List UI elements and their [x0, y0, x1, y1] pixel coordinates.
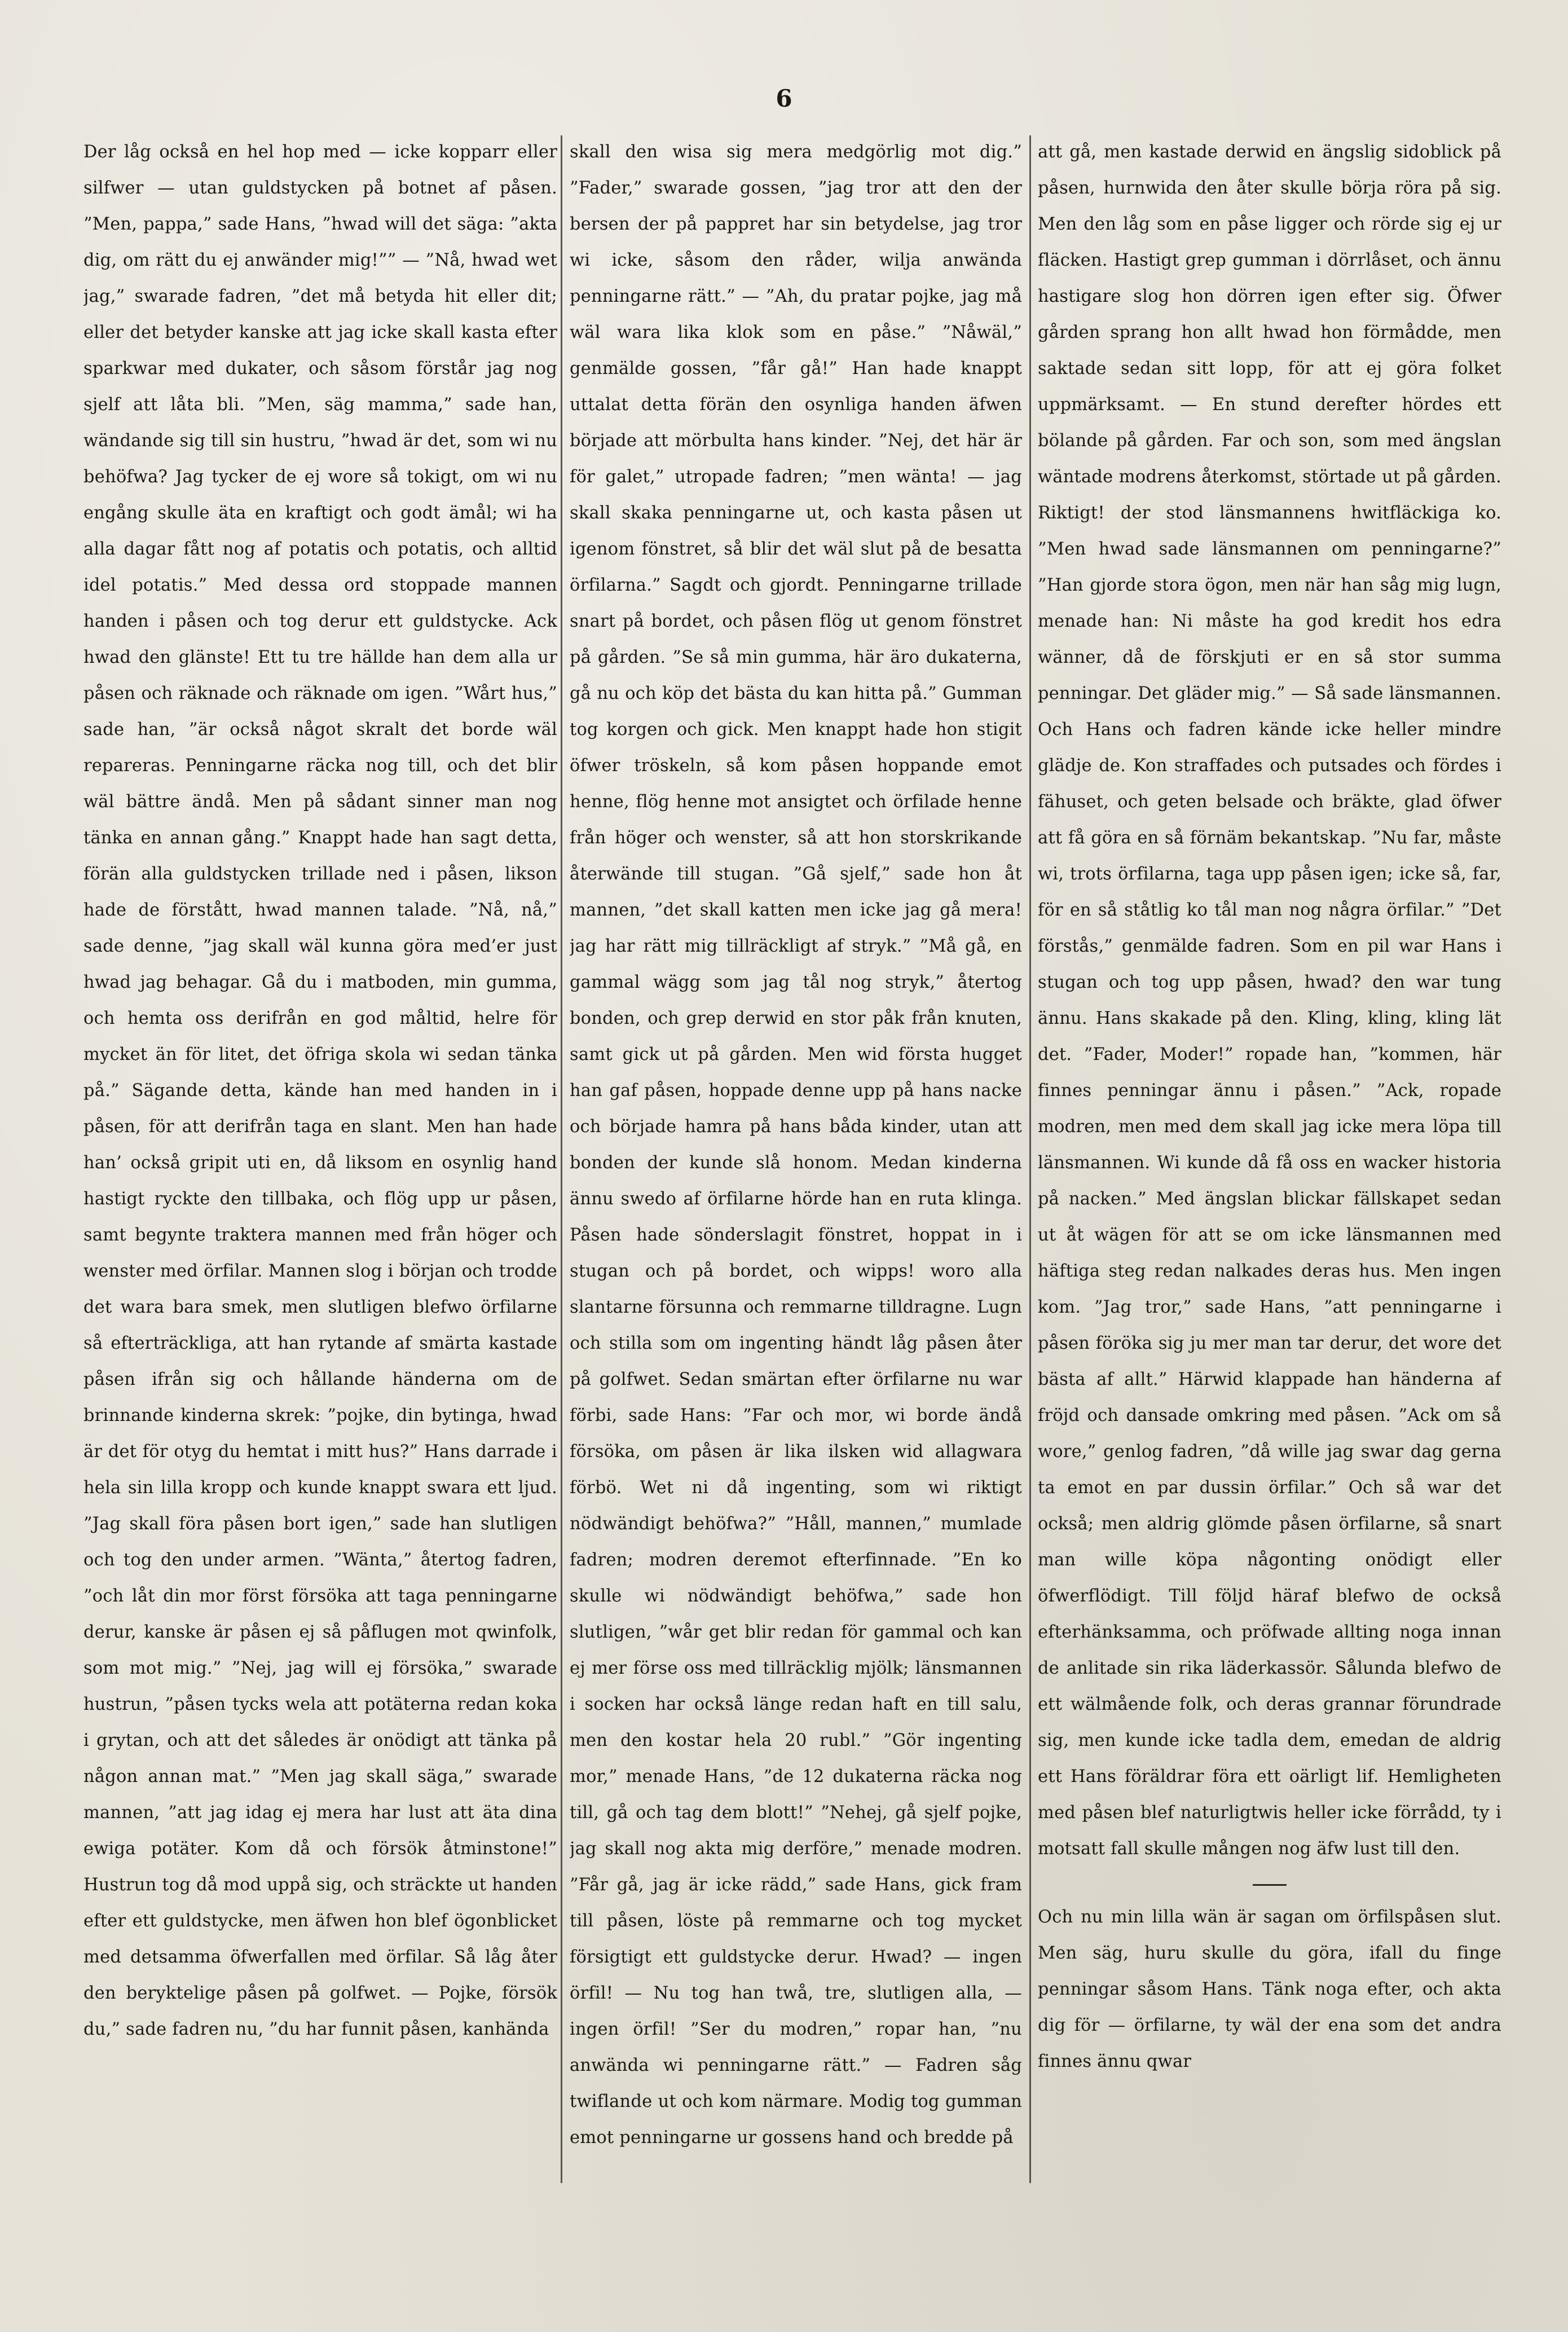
- paragraph: Der låg också en hel hop med — icke kopparr eller silfwer — utan guldstycken på botnet af påsen. ”Men, pappa,” sade Hans, ”hwad will det säga: ”akta dig, om rätt du ej anwänder mig!”” — ”Nå, hwad wet jag,” swarade fadren, ”det må betyda hit eller dit; eller det betyder kanske att jag icke skall kasta efter sparkwar med dukater, och såsom förstår jag nog sjelf att låta bli. ”Men, säg mamma,” sade han, wändande sig till sin hustru, ”hwad är det, som wi nu behöfwa? Jag tycker de ej wore så tokigt, om wi nu engång skulle äta en kraftigt och godt ämål; wi ha alla dagar fått nog af potatis och potatis, och alltid idel potatis.” Med dessa ord stoppade mannen handen i påsen och tog derur ett guldstycke. Ack hwad den glänste! Ett tu tre hällde han dem alla ur påsen och räknade och räknade om igen. ”Wårt hus,” sade han, ”är också något skralt det borde wäl repareras. Penningarne räcka nog till, och det blir wäl bättre ändå. Men på sådant sinner man nog tänka en annan gång.” Knappt hade han sagt detta, förän alla guldstycken trillade ned i påsen, likson hade de förstått, hwad mannen talade. ”Nå, nå,” sade denne, ”jag skall wäl kunna göra med’er just hwad jag behagar. Gå du i matboden, min gumma, och hemta oss derifrån en god måltid, helre för mycket än för litet, det öfriga skola wi sedan tänka på.” Sägande detta, kände han med handen in i påsen, för att derifrån taga en slant. Men han hade han’ också gripit uti en, då liksom en osynlig hand hastigt ryckte den tillbaka, och flög upp ur påsen, samt begynte traktera mannen med från höger och wenster med örfilar. Mannen slog i början och trodde det wara bara smek, men slutligen blefwo örfilarne så efterträckliga, att han rytande af smärta kastade påsen ifrån sig och hållande händerna om de brinnande kinderna skrek: ”pojke, din bytinga, hwad är det för otyg du hemtat i mitt hus?” Hans darrade i hela sin lilla kropp och kunde knappt swara ett ljud. ”Jag skall föra påsen bort igen,” sade han slutligen och tog den under armen. ”Wänta,” återtog fadren, ”och låt din mor först försöka att taga penningarne derur, kanske är påsen ej så påflugen mot qwinfolk, som mot mig.” ”Nej, jag will ej försöka,” swarade hustrun, ”påsen tycks wela att potäterna redan koka i grytan, och att det således är onödigt att tänka på någon annan mat.” ”Men jag skall säga,” swarade mannen, ”att jag idag ej mera har lust att äta dina ewiga potäter. Kom då och försök åtminstone!” Hustrun tog då mod uppå sig, och sträckte ut handen efter ett guldstycke, men äfwen hon blef ögonblicket med detsamma öfwerfallen med örfilar. Så låg åter den beryktelige påsen på golfwet. — Pojke, försök du,” sade fadren nu, ”du har funnit påsen, kanhända: [83, 142, 557, 2039]
- paragraph: att gå, men kastade derwid en ängslig sidoblick på påsen, hurnwida den åter skulle börja röra på sig. Men den låg som en påse ligger och rörde sig ej ur fläcken. Hastigt grep gumman i dörrlåset, och ännu hastigare slog hon dörren igen efter sig. Öfwer gården sprang hon allt hwad hon förmådde, men saktade sedan sitt lopp, för att ej göra folket uppmärksamt. — En stund derefter hördes ett bölande på gården. Far och son, som med ängslan wäntade modrens återkomst, störtade ut på gården. Riktigt! der stod länsmannens hwitfläckiga ko. ”Men hwad sade länsmannen om penningarne?” ”Han gjorde stora ögon, men när han såg mig lugn, menade han: Ni måste ha god kredit hos edra wänner, då de förskjuti er en så stor summa penningar. Det gläder mig.” — Så sade länsmannen. Och Hans och fadren kände icke heller mindre glädje de. Kon straffades och putsades och fördes i fähuset, och geten belsade och bräkte, glad öfwer att få göra en så förnäm bekantskap. ”Nu far, måste wi, trots örfilarna, taga upp påsen igen; icke så, far, för en så ståtlig ko tål man nog några örfilar.” ”Det förstås,” genmälde fadren. Som en pil war Hans i stugan och tog upp påsen, hwad? den war tung ännu. Hans skakade på den. Kling, kling, kling lät det. ”Fader, Moder!” ropade han, ”kommen, här finnes penningar ännu i påsen.” ”Ack, ropade modren, men med dem skall jag icke mera löpa till länsmannen. Wi kunde då få oss en wacker historia på nacken.” Med ängslan blickar fällskapet sedan ut åt wägen för att se om icke länsmannen med häftiga steg redan nalkades deras hus. Men ingen kom. ”Jag tror,” sade Hans, ”att penningarne i påsen föröka sig ju mer man tar derur, det wore det bästa af allt.” Härwid klappade han händerna af fröjd och dansade omkring med påsen. ”Ack om så wore,” genlog fadren, ”då wille jag swar dag gerna ta emot en par dussin örfilar.” Och så war det också; men aldrig glömde påsen örfilarne, så snart man wille köpa någonting onödigt eller öfwerflödigt. Till följd häraf blefwo de också efterhänksamma, och pröfwade allting noga innan de anlitade sin rika läderkassör. Sålunda blefwo de ett wälmående folk, och deras grannar förundrade sig, men kunde icke tadla dem, emedan de aldrig ett Hans föräldrar föra ett oärligt lif. Hemligheten med påsen blef naturligtwis heller icke förrådd, ty i motsatt fall skulle mången nog äfw lust till den.: [1038, 142, 1501, 1859]
- bleed-through-text: [666, 52, 1399, 86]
- text-column-3: [1038, 134, 1501, 2278]
- column-divider: [561, 135, 562, 2183]
- text-column-2: [570, 134, 1022, 2278]
- page-number: 6: [776, 85, 792, 112]
- column-divider: [1029, 135, 1031, 2183]
- text-column-1: [83, 134, 557, 2278]
- paragraph: Och nu min lilla wän är sagan om örfilspåsen slut. Men säg, huru skulle du göra, ifall du finge penningar såsom Hans. Tänk noga efter, och akta dig för — örfilarne, ty wäl der ena som det andra finnes ännu qwar: [1038, 1907, 1501, 2071]
- paragraph: skall den wisa sig mera medgörlig mot dig.” ”Fader,” swarade gossen, ”jag tror att den der bersen der på pappret har sin betydelse, jag tror wi icke, såsom den råder, wilja anwända penningarne rätt.” — ”Ah, du pratar pojke, jag må wäl wara lika klok som en påse.” ”Nåwäl,” genmälde gossen, ”får gå!” Han hade knappt uttalat detta förän den osynliga handen äfwen började att mörbulta hans kinder. ”Nej, det här är för galet,” utropade fadren; ”men wänta! — jag skall skaka penningarne ut, och kasta påsen ut igenom fönstret, så blir det wäl slut på de besatta örfilarna.” Sagdt och gjordt. Penningarne trillade snart på bordet, och påsen flög ut genom fönstret på gården. ”Se så min gumma, här äro dukaterna, gå nu och köp det bästa du kan hitta på.” Gumman tog korgen och gick. Men knappt hade hon stigit öfwer tröskeln, så kom påsen hoppande emot henne, flög henne mot ansigtet och örfilade henne från höger och wenster, så att hon storskrikande återwände till stugan. ”Gå sjelf,” sade hon åt mannen, ”det skall katten men icke jag gå mera! jag har rätt mig tillräckligt af stryk.” ”Må gå, en gammal wägg som jag tål nog stryk,” återtog bonden, och grep derwid en stor påk från knuten, samt gick ut på gården. Men wid första hugget han gaf påsen, hoppade denne upp på hans nacke och började hamra på hans båda kinder, utan att bonden der kunde slå honom. Medan kinderna ännu swedo af örfilarne hörde han en ruta klinga. Påsen hade sönderslagit fönstret, hoppat in i stugan och på bordet, och wipps! woro alla slantarne försunna och remmarne tilldragne. Lugn och stilla som om ingenting händt låg påsen åter på golfwet. Sedan smärtan efter örfilarne nu war förbi, sade Hans: ”Far och mor, wi borde ändå försöka, om påsen är lika ilsken wid allagwara förbö. Wet ni då ingenting, som wi riktigt nödwändigt behöfwa?” ”Håll, mannen,” mumlade fadren; modren deremot efterfinnade. ”En ko skulle wi nödwändigt behöfwa,” sade hon slutligen, ”wår get blir redan för gammal och kan ej mer förse oss med tillräcklig mjölk; länsmannen i socken har också länge redan haft en till salu, men den kostar hela 20 rubl.” ”Gör ingenting mor,” menade Hans, ”de 12 dukaterna räcka nog till, gå och tag dem blott!” ”Nehej, gå sjelf pojke, jag skall nog akta mig derföre,” menade modren. ”Får gå, jag är icke rädd,” sade Hans, gick fram till påsen, löste på remmarne och tog mycket försigtigt ett guldstycke derur. Hwad? — ingen örfil! — Nu tog han twå, tre, slutligen alla, — ingen örfil! ”Ser du modren,” ropar han, ”nu anwända wi penningarne rätt.” — Fadren såg twiflande ut och kom närmare. Modig tog gumman emot penningarne ur gossens hand och bredde på: [570, 142, 1022, 2148]
- section-separator: [1253, 1884, 1287, 1886]
